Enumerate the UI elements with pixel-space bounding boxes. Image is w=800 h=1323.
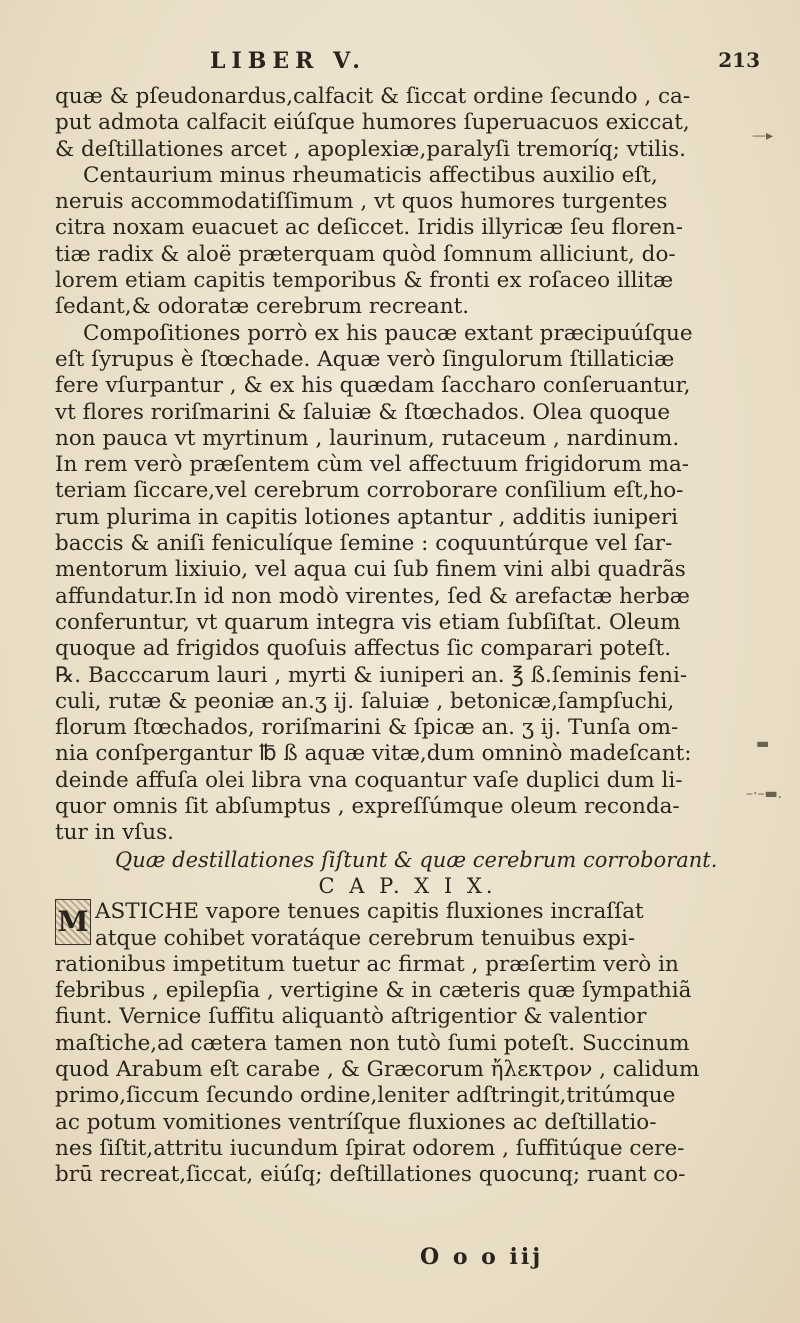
text-line: Compoſitiones porrò ex his paucæ extant præcipuúſque — [83, 320, 693, 346]
text-line: affundatur.In id non modò virentes, ſed & arefactæ herbæ — [55, 583, 690, 609]
margin-dash-mark: —▸ — [752, 128, 774, 144]
text-line: Centaurium minus rheumaticis affectibus auxilio eſt, — [83, 162, 658, 188]
text-line: rationibus impetitum tuetur ac firmat , præſertim verò in — [55, 951, 679, 977]
book-title: LIBER V. — [210, 48, 366, 74]
text-line: florum ſtœchados, roriſmarini & ſpicæ an. ʒ ij. Tunſa om- — [55, 715, 679, 741]
text-line: & deſtillationes arcet , apoplexiæ,paralyſi tremoríq; vtilis. — [55, 136, 686, 162]
text-line: quod Arabum eſt carabe , & Græcorum ἤλεκτρον , calidum — [55, 1056, 700, 1082]
text-line: maſtiche,ad cætera tamen non tutò ſumi poteſt. Succinum — [55, 1030, 690, 1056]
text-line: put admota calfacit eiúſque humores ſuperuacuos exiccat, — [55, 110, 690, 136]
text-line: ASTICHE vapore tenues capitis fluxiones incraſſat — [95, 899, 644, 925]
text-line: lorem etiam capitis temporibus & fronti ex roſaceo illitæ — [55, 268, 674, 294]
signature-mark: O o o iij — [420, 1244, 544, 1270]
text-line: baccis & aniſi feniculíque ſemine : coquuntúrque vel ſar- — [55, 531, 673, 557]
text-line: culi, rutæ & peoniæ an.ʒ ij. ſaluiæ , betonicæ,ſampſuchi, — [55, 688, 675, 714]
text-line: eſt ſyrupus è ſtœchade. Aquæ verò ſingulorum ſtillaticiæ — [55, 346, 675, 372]
text-line: primo,ſiccum ſecundo ordine,leniter adſtringit,tritúmque — [55, 1083, 676, 1109]
text-line: fiunt. Vernice ſuffitu aliquantò aſtrigentior & valentior — [55, 1004, 647, 1030]
text-line: deinde affuſa olei libra vna coquantur vaſe duplici dum li- — [55, 767, 683, 793]
text-line: nia conſpergantur ℔ ß aquæ vitæ,dum omninò madeſcant: — [55, 741, 692, 767]
text-line: teriam ſiccare,vel cerebrum corroborare conſilium eſt,ho- — [55, 478, 684, 504]
text-line: tur in vſus. — [55, 820, 174, 846]
chapter-number: C A P. X I X. — [318, 873, 497, 898]
text-line: nes ſiſtit,attritu iucundum ſpirat odorem , ſuffitúque cere- — [55, 1135, 685, 1161]
chapter-heading: Quæ destillationes ſiſtunt & quæ cerebrum corroborant. — [115, 847, 718, 872]
text-line: non pauca vt myrtinum , laurinum, rutaceum , nardinum. — [55, 425, 680, 451]
text-line: ac potum vomitiones ventríſque fluxiones ac deſtillatio- — [55, 1109, 657, 1135]
text-line: brū recreat,ſiccat, eiúſq; deſtillationes quocunq; ruant co- — [55, 1162, 686, 1188]
text-line: atque cohibet voratáque cerebrum tenuibus expi- — [95, 925, 636, 951]
text-line: quoque ad frigidos quoſuis affectus ſic comparari poteſt. — [55, 636, 672, 662]
text-line: mentorum lixiuio, vel aqua cui ſub finem vini albi quadrãs — [55, 557, 686, 583]
text-line: citra noxam euacuet ac deſiccet. Iridis illyricæ ſeu floren- — [55, 215, 683, 241]
text-line: ℞. Bacccarum lauri , myrti & iuniperi an. ℥ ß.ſeminis feni- — [55, 662, 688, 688]
margin-dash-mark: ▬ — [756, 736, 770, 752]
chapter-body — [55, 899, 760, 1188]
text-line: neruis accommodatiſſimum , vt quos humores turgentes — [55, 189, 668, 215]
running-header — [60, 48, 760, 80]
body-text — [55, 84, 760, 1188]
text-line: conferuntur, vt quarum integra vis etiam ſubſiſtat. Oleum — [55, 609, 681, 635]
text-line: tiæ radix & aloë præterquam quòd ſomnum alliciunt, do- — [55, 241, 676, 267]
margin-dash-mark: –·–▬. — [746, 786, 783, 802]
text-line: febribus , epilepſia , vertigine & in cæteris quæ ſympathiã — [55, 978, 692, 1004]
page-number: 213 — [718, 48, 760, 72]
text-line: In rem verò præſentem cùm vel affectuum frigidorum ma- — [55, 452, 690, 478]
text-line: quæ & pſeudonardus,calfacit & ſiccat ordine ſecundo , ca- — [55, 84, 691, 109]
text-line: fere vſurpantur , & ex his quædam ſaccharo conſeruantur, — [55, 373, 691, 399]
text-line: rum plurima in capitis lotiones aptantur , additis iuniperi — [55, 504, 679, 530]
drop-cap-initial: M — [55, 899, 91, 945]
text-line: quor omnis ſit abſumptus , expreſſúmque oleum reconda- — [55, 794, 680, 820]
text-line: ſedant,& odoratæ cerebrum recreant. — [55, 294, 470, 320]
text-line: vt flores roriſmarini & ſaluiæ & ſtœchados. Olea quoque — [55, 399, 671, 425]
